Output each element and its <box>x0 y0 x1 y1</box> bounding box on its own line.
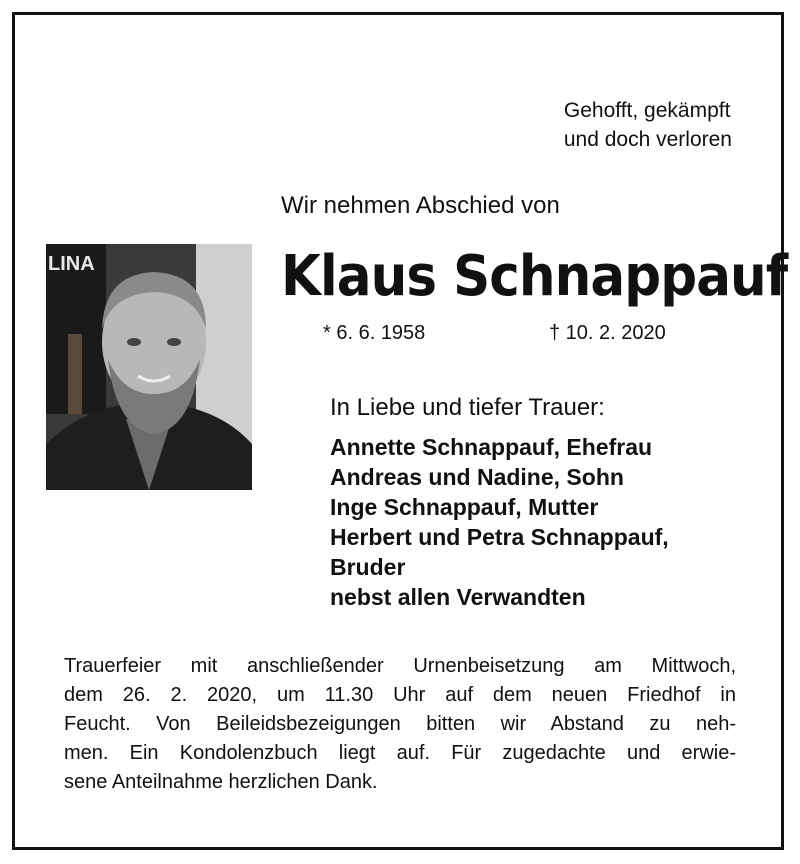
funeral-notice <box>64 652 736 797</box>
intro-text: Wir nehmen Abschied von <box>281 192 560 219</box>
mourner-line: Annette Schnappauf, Ehefrau <box>330 434 653 460</box>
poster-text: LINA <box>48 253 95 275</box>
motto-line: und doch verloren <box>563 128 732 151</box>
funeral-line: men. Ein Kondolenzbuch liegt auf. Für zugedachte und erwie- <box>64 742 736 764</box>
motto <box>564 96 732 154</box>
motto-line: Gehofft, gekämpft <box>563 99 731 122</box>
funeral-line: Trauerfeier mit anschließender Urnenbeisetzung am Mittwoch, <box>64 655 736 677</box>
mourner-line: Inge Schnappauf, Mutter <box>330 494 599 520</box>
mourner-line: Andreas und Nadine, Sohn <box>330 464 624 490</box>
birth-date: * 6. 6. 1958 <box>323 322 426 344</box>
mourning-heading: In Liebe und tiefer Trauer: <box>330 394 605 421</box>
death-date: † 10. 2. 2020 <box>549 322 666 344</box>
portrait-photo <box>46 244 252 490</box>
funeral-line: dem 26. 2. 2020, um 11.30 Uhr auf dem neuen Friedhof in <box>64 684 736 706</box>
funeral-line: Feucht. Von Beileidsbezeigungen bitten wir Abstand zu neh- <box>64 713 736 735</box>
mourners-list <box>330 432 669 612</box>
deceased-name: Klaus Schnappauf <box>281 244 788 309</box>
funeral-line: sene Anteilnahme herzlichen Dank. <box>64 771 378 793</box>
mourner-line: Bruder <box>330 554 406 580</box>
mourner-line: Herbert und Petra Schnappauf, <box>330 524 669 550</box>
mourner-line: nebst allen Verwandten <box>330 584 586 610</box>
